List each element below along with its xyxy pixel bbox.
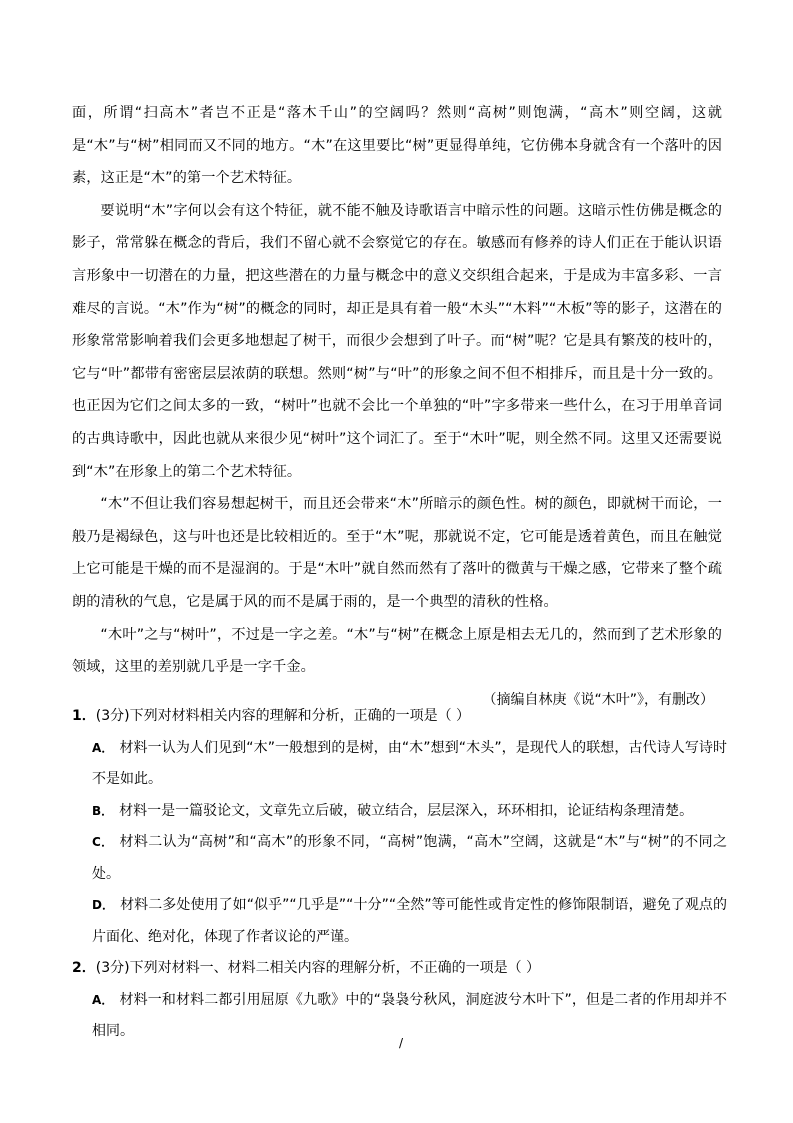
option-letter: A．	[92, 740, 114, 755]
option-text: 材料二多处使用了如“似乎”“几乎是”“十分”“全然”等可能性或肯定性的修饰限制语，避免了观点的片面化、绝对化，体现了作者议论的严谨。	[92, 897, 727, 945]
answer-option-a[interactable]	[72, 733, 727, 796]
option-letter: B．	[92, 803, 114, 818]
passage-source-citation: （摘编自林庚《说“木叶”》，有删改）	[482, 691, 714, 708]
passage-paragraph: “木叶”之与“树叶”，不过是一字之差。“木”与“树”在概念上原是相去无几的，然而到了艺术形象的领域，这里的差别就几乎是一字千金。	[72, 626, 722, 676]
question-section	[72, 701, 727, 1048]
passage-paragraph: “木”不但让我们容易想起树干，而且还会带来“木”所暗示的颜色性。树的颜色，即就树干而论，一般乃是褐绿色，这与叶也还是比较相近的。至于“木”呢，那就说不定，它可能是透着黄色，而且在触觉上它可能是干燥的而不是湿润的。于是“木叶”就自然而然有了落叶的微黄与干燥之感，它带来了整个疏朗的清秋的气息，它是属于风的而不是属于雨的，是一个典型的清秋的性格。	[72, 496, 722, 610]
option-letter: C．	[92, 835, 114, 849]
question-text: (3分)下列对材料相关内容的理解和分析，正确的一项是（ ）	[95, 708, 471, 724]
passage-paragraph: 要说明“木”字何以会有这个特征，就不能不触及诗歌语言中暗示性的问题。这暗示性仿佛是概念的影子，常常躲在概念的背后，我们不留心就不会察觉它的存在。敏感而有修养的诗人们正在于能认识语言形象中一切潜在的力量，把这些潜在的力量与概念中的意义交织组合起来，于是成为丰富多彩、一言难尽的言说。“木”作为“树”的概念的同时，却正是具有着一般“木头”“木料”“木板”等的影子，这潜在的形象常常影响着我们会更多地想起了树干，而很少会想到了叶子。而“树”呢？它是具有繁茂的枝叶的，它与“叶”都带有密密层层浓荫的联想。然则“树”与“叶”的形象之间不但不相排斥，而且是十分一致的。也正因为它们之间太多的一致，“树叶”也就不会比一个单独的“叶”字多带来一些什么，在习于用单音词的古典诗歌中，因此也就从来很少见“树叶”这个词汇了。至于“木叶”呢，则全然不同。这里又还需要说到“木”在形象上的第二个艺术特征。	[72, 202, 722, 480]
question-stem	[72, 953, 727, 985]
option-text: 材料二认为“高树”和“高木”的形象不同，“高树”饱满，“高木”空阔，这就是“木”与“树”的不同之处。	[92, 834, 727, 882]
option-text: 材料一是一篇驳论文，文章先立后破，破立结合，层层深入，环环相扣，论证结构条理清楚。	[119, 802, 694, 819]
reading-passage	[72, 97, 722, 716]
option-letter: D．	[92, 898, 115, 912]
question-2	[72, 953, 727, 1048]
question-stem	[72, 701, 727, 733]
answer-option-d[interactable]	[72, 890, 727, 953]
question-1	[72, 701, 727, 953]
question-text: (3分)下列对材料一、材料二相关内容的理解分析，不正确的一项是（ ）	[95, 960, 541, 976]
option-text: 材料一和材料二都引用屈原《九歌》中的“袅袅兮秋风，洞庭波兮木叶下”，但是二者的作用却并不相同。	[92, 991, 727, 1039]
passage-paragraph: 面，所谓“扫高木”者岂不正是“落木千山”的空阔吗？然则“高树”则饱满，“高木”则空阔，这就是“木”与“树”相同而又不同的地方。“木”在这里要比“树”更显得单纯，它仿佛本身就含有一个落叶的因素，这正是“木”的第一个艺术特征。	[72, 105, 722, 187]
answer-option-c[interactable]	[72, 827, 727, 890]
option-letter: A．	[92, 992, 114, 1007]
option-text: 材料一认为人们见到“木”一般想到的是树，由“木”想到“木头”，是现代人的联想，古代诗人写诗时不是如此。	[92, 739, 727, 787]
question-number: 1．	[72, 708, 96, 724]
page-number: /	[399, 1036, 404, 1050]
question-number: 2．	[72, 960, 96, 976]
answer-option-b[interactable]	[72, 796, 727, 828]
